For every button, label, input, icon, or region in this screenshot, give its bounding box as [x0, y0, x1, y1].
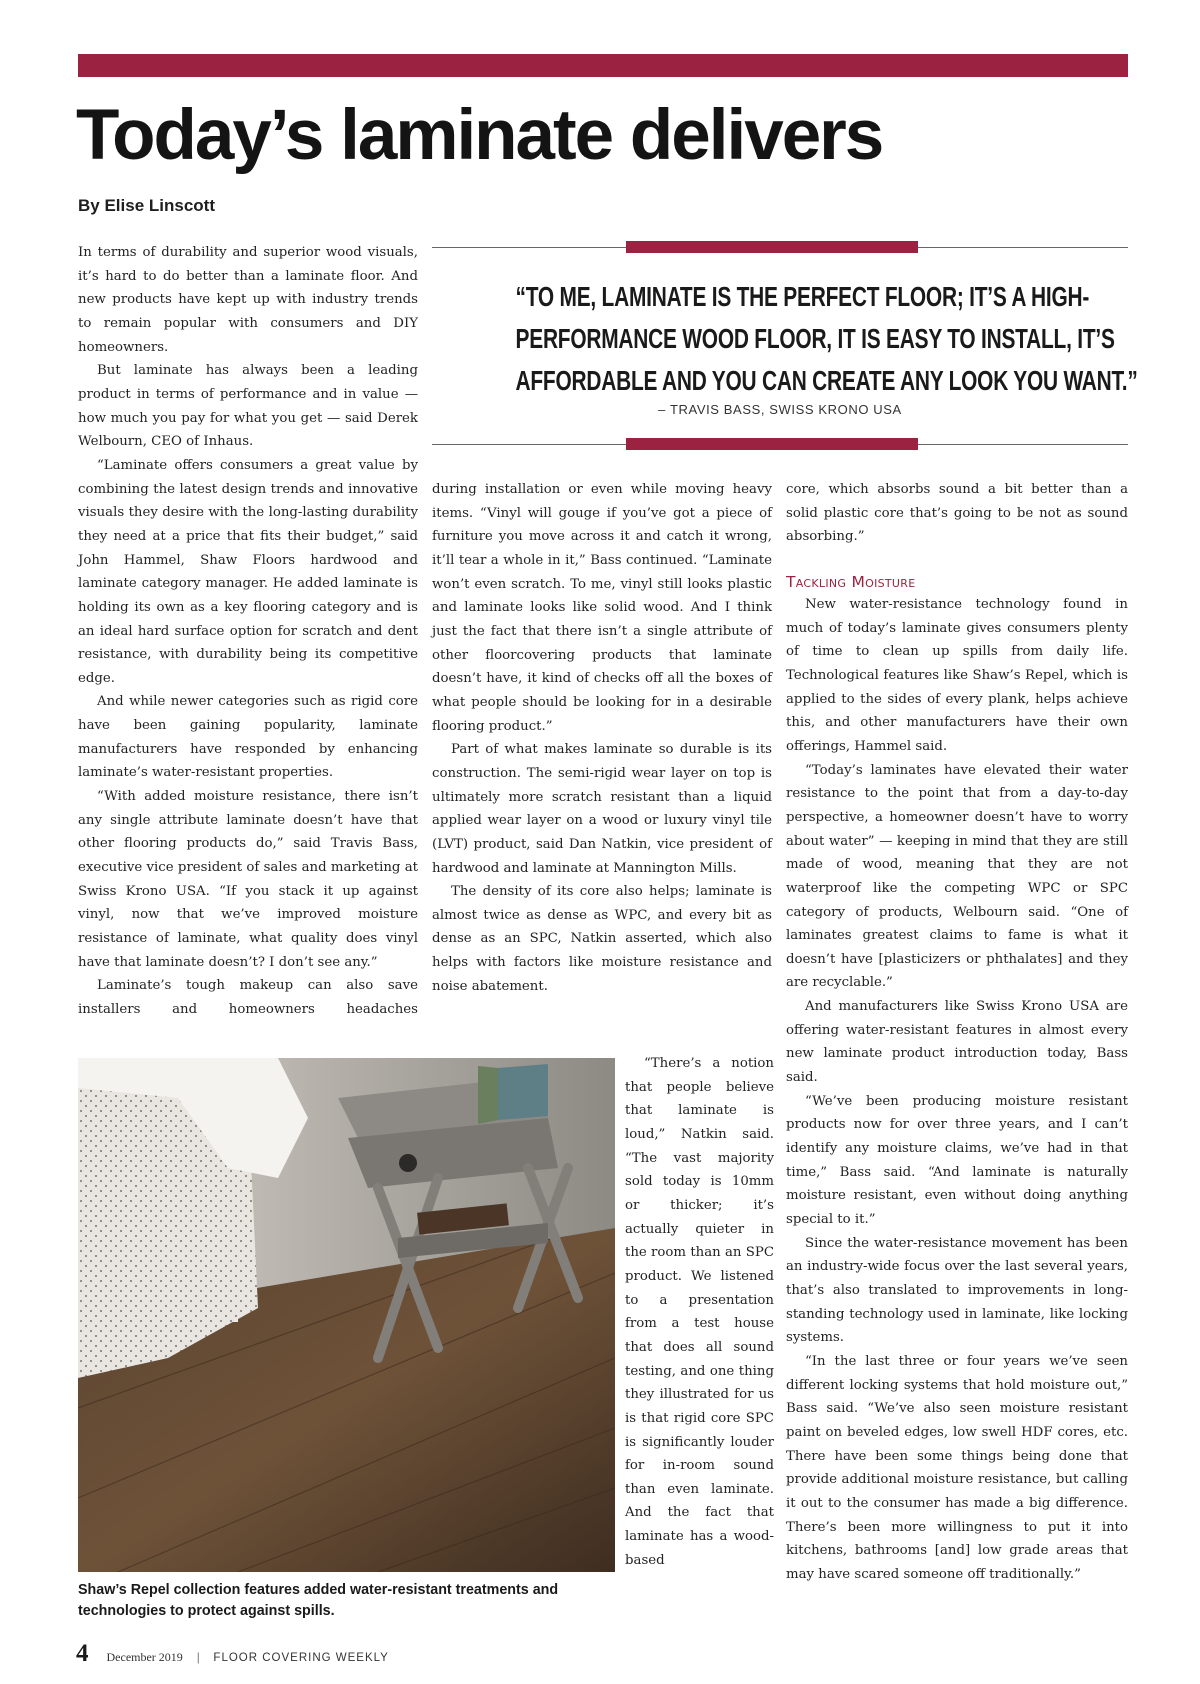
paragraph: In terms of durability and superior wood visuals, it’s hard to do better than a laminate floor. And new products have kept up with industry trends to remain popular with consumers and DIY homeowners. — [78, 245, 418, 355]
section-subhead: Tackling Moisture — [786, 572, 916, 591]
paragraph: And manufacturers like Swiss Krono USA are offering water-resistant features in almost every new laminate product introduction today, Bass said. — [786, 999, 1128, 1086]
top-accent-bar — [78, 54, 1128, 77]
footer-separator: | — [196, 1649, 200, 1664]
article-headline: Today’s laminate delivers — [76, 96, 883, 175]
paragraph: “Laminate offers consumers a great value by combining the latest design trends and innovative visuals they desire with the long-lasting durability they need at a price that fits their budget,” said John Hammel, Shaw Floors hardwood and laminate category manager. He added laminate is holding its own as a key flooring category and is an ideal hard surface option for scratch and dent resistance, with durability being its competitive edge. — [78, 457, 418, 686]
pullquote-top-accent — [626, 241, 918, 253]
paragraph: New water-resistance technology found in much of today’s laminate gives consumers plenty of time to clean up spills from daily life. Technological features like Shaw’s Repel, which is applied to the sides of every plank, helps achieve this, and other manufacturers have their own offerings, Hammel said. — [786, 596, 1128, 754]
paragraph: Part of what makes laminate so durable is its construction. The semi-rigid wear layer on top is ultimately more scratch resistant than a liquid applied wear layer on a wood or luxury vinyl tile (LVT) product, said Dan Natkin, vice president of hardwood and laminate at Mannington Mills. — [432, 742, 772, 876]
photo-caption: Shaw’s Repel collection features added water-resistant treatments and technologies to protect against spills. — [78, 1582, 559, 1619]
paragraph: “With added moisture resistance, there isn’t any single attribute laminate doesn’t have that other flooring products do,” said Travis Bass, executive vice president of sales and marketing at Swiss Krono USA. “If you stack it up against vinyl, now that we’ve improved moisture resistance of laminate, what quality does vinyl have that laminate doesn’t? I don’t see any.” — [78, 789, 418, 970]
pullquote-line: PERFORMANCE WOOD FLOOR, IT IS EASY TO INSTALL, IT’S — [515, 323, 1115, 354]
page-footer — [76, 1640, 389, 1668]
paragraph: “In the last three or four years we’ve seen different locking systems that hold moisture out,” Bass said. “We’ve also seen moisture resistant paint on beveled edges, low swell HDF cores, etc. There have been some things being done that provide additional moisture resistance, but calling it out to the consumer has made a big difference. There’s been more willingness to put it into kitchens, bathrooms [and] low grade areas that may have scared someone off traditionally.” — [786, 1353, 1128, 1582]
pullquote-line: “TO ME, LAMINATE IS THE PERFECT FLOOR; IT’S A HIGH- — [515, 281, 1090, 312]
paragraph: And while newer categories such as rigid core have been gaining popularity, laminate manufacturers have responded by enhancing laminate’s water-resistant properties. — [78, 694, 418, 781]
article-column-2-narrow — [625, 1052, 774, 1572]
paragraph: The density of its core also helps; laminate is almost twice as dense as WPC, and every bit as dense as an SPC, Natkin asserted, which also helps with factors like moisture resistance and noise abatement. — [432, 884, 772, 994]
paragraph: during installation or even while moving heavy items. “Vinyl will gouge if you’ve got a piece of furniture you move across it and catch it wrong, it’ll tear a whole in it,” Bass continued. “Laminate won’t even scratch. To me, vinyl still looks plastic and laminate looks like solid wood. And I think just the fact that there isn’t a single attribute of other floorcovering products that laminate doesn’t have, it kind of checks off all the boxes of what people should be looking for in a desirable flooring product.” — [432, 482, 772, 734]
byline: By Elise Linscott — [78, 196, 215, 215]
pullquote-text — [515, 276, 1138, 402]
bedroom-floor-illustration — [78, 1058, 615, 1572]
article-photo — [78, 1058, 615, 1572]
article-column-1 — [78, 241, 418, 1022]
paragraph: But laminate has always been a leading product in terms of performance and in value — how much you pay for what you get — said Derek Welbourn, CEO of Inhaus. — [78, 363, 418, 450]
paragraph: Since the water-resistance movement has been an industry-wide focus over the last several years, that’s also translated to improvements in long-standing technology used in laminate, like locking systems. — [786, 1235, 1128, 1346]
page-number: 4 — [76, 1640, 89, 1667]
paragraph: “There’s a notion that people believe that laminate is loud,” Natkin said. “The vast majority sold today is 10mm or thicker; it’s actually quieter in the room than an SPC product. We listened to a presentation from a test house that does all sound testing, and one thing they illustrated for us is that rigid core SPC is significantly louder for in-room sound than even laminate. And the fact that laminate has a wood-based — [625, 1056, 774, 1568]
pullquote-attribution: – TRAVIS BASS, SWISS KRONO USA — [658, 402, 902, 417]
paragraph: core, which absorbs sound a bit better than a solid plastic core that’s going to be not as sound absorbing.” — [786, 482, 1128, 545]
pullquote-line: AFFORDABLE AND YOU CAN CREATE ANY LOOK YOU WANT.” — [515, 365, 1138, 396]
publication-name: FLOOR COVERING WEEKLY — [213, 1652, 389, 1664]
paragraph: “We’ve been producing moisture resistant products now for over three years, and I can’t identify any moisture claims, we’ve had in that time,” Bass said. “And laminate is naturally moisture resistant, even without doing anything special to it.” — [786, 1093, 1128, 1228]
paragraph: “Today’s laminates have elevated their water resistance to the point that from a day-to-day perspective, a homeowner doesn’t have to worry about water” — keeping in mind that they are still made of wood, meaning that they are not waterproof like the competing WPC or SPC category of products, Welbourn said. “One of laminates greatest claims to fame is what it doesn’t have [plasticizers or phthalates] and they are recyclable.” — [786, 762, 1128, 991]
article-column-3 — [786, 478, 1128, 1587]
issue-date: December 2019 — [106, 1650, 183, 1664]
article-column-2 — [432, 478, 772, 998]
pullquote-bottom-accent — [626, 438, 918, 450]
paragraph: Laminate’s tough makeup can also save installers and homeowners headaches — [78, 978, 418, 1017]
